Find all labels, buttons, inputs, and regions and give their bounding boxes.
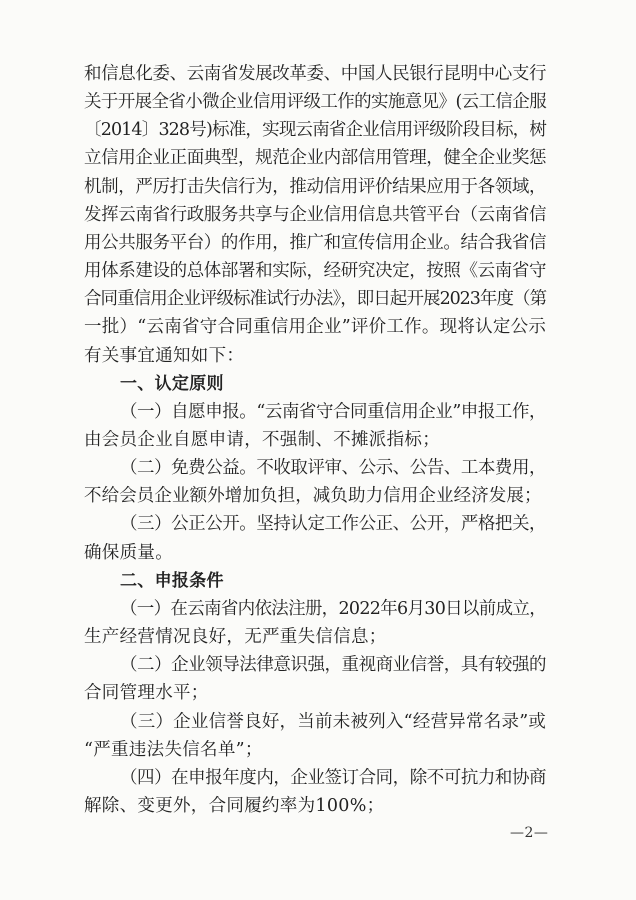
page-number: —2— bbox=[510, 825, 549, 841]
body-text-line: 发挥云南省行政服务共享与企业信用信息共管平台（云南省信 bbox=[84, 205, 546, 225]
list-item-line: （二）企业领导法律意识强，重视商业信誉，具有较强的 bbox=[120, 655, 546, 675]
body-text-line: 用体系建设的总体部署和实际，经研究决定，按照《云南省守 bbox=[84, 261, 546, 281]
body-text-line: 不给会员企业额外增加负担，减负助力信用企业经济发展； bbox=[84, 486, 542, 506]
body-text-line: 机制，严厉打击失信行为，推动信用评价结果应用于各领域， bbox=[84, 177, 546, 197]
body-text-line: 解除、变更外，合同履约率为100%； bbox=[84, 796, 385, 816]
section-heading: 一、认定原则 bbox=[120, 374, 224, 394]
body-text-line: 立信用企业正面典型，规范企业内部信用管理，健全企业奖惩 bbox=[84, 148, 546, 168]
body-text-line: 一批）“云南省守合同重信用企业”评价工作。现将认定公示 bbox=[84, 317, 546, 337]
list-item-line: （二）免费公益。不收取评审、公示、公告、工本费用， bbox=[120, 458, 546, 478]
body-text-line: 生产经营情况良好，无严重失信信息； bbox=[84, 627, 387, 647]
body-text-line: 确保质量。 bbox=[84, 543, 173, 563]
section-heading: 二、申报条件 bbox=[120, 571, 224, 591]
list-item-line: （一）在云南省内依法注册，2022年6月30日以前成立， bbox=[120, 599, 546, 619]
body-text-line: “严重违法失信名单”； bbox=[84, 740, 263, 760]
body-text-line: 用公共服务平台）的作用，推广和宣传信用企业。结合我省信 bbox=[84, 233, 546, 253]
body-text-line: 合同重信用企业评级标准试行办法》，即日起开展2023年度（第 bbox=[84, 289, 546, 309]
body-text-line: 合同管理水平； bbox=[84, 683, 209, 703]
body-text-line: 有关事宜通知如下： bbox=[84, 346, 245, 366]
body-text-line: 和信息化委、云南省发展改革委、中国人民银行昆明中心支行 bbox=[84, 64, 546, 84]
body-text-line: 〔2014〕328号)标准，实现云南省企业信用评级阶段目标，树 bbox=[84, 120, 546, 140]
list-item-line: （三）企业信誉良好，当前未被列入“经营异常名录”或 bbox=[120, 712, 546, 732]
list-item-line: （一）自愿申报。“云南省守合同重信用企业”申报工作， bbox=[120, 402, 546, 422]
body-text-line: 由会员企业自愿申请，不强制、不摊派指标； bbox=[84, 430, 440, 450]
body-text-line: 关于开展全省小微企业信用评级工作的实施意见》(云工信企服 bbox=[84, 92, 546, 112]
list-item-line: （四）在申报年度内，企业签订合同，除不可抗力和协商 bbox=[120, 768, 546, 788]
list-item-line: （三）公正公开。坚持认定工作公正、公开，严格把关， bbox=[120, 514, 546, 534]
